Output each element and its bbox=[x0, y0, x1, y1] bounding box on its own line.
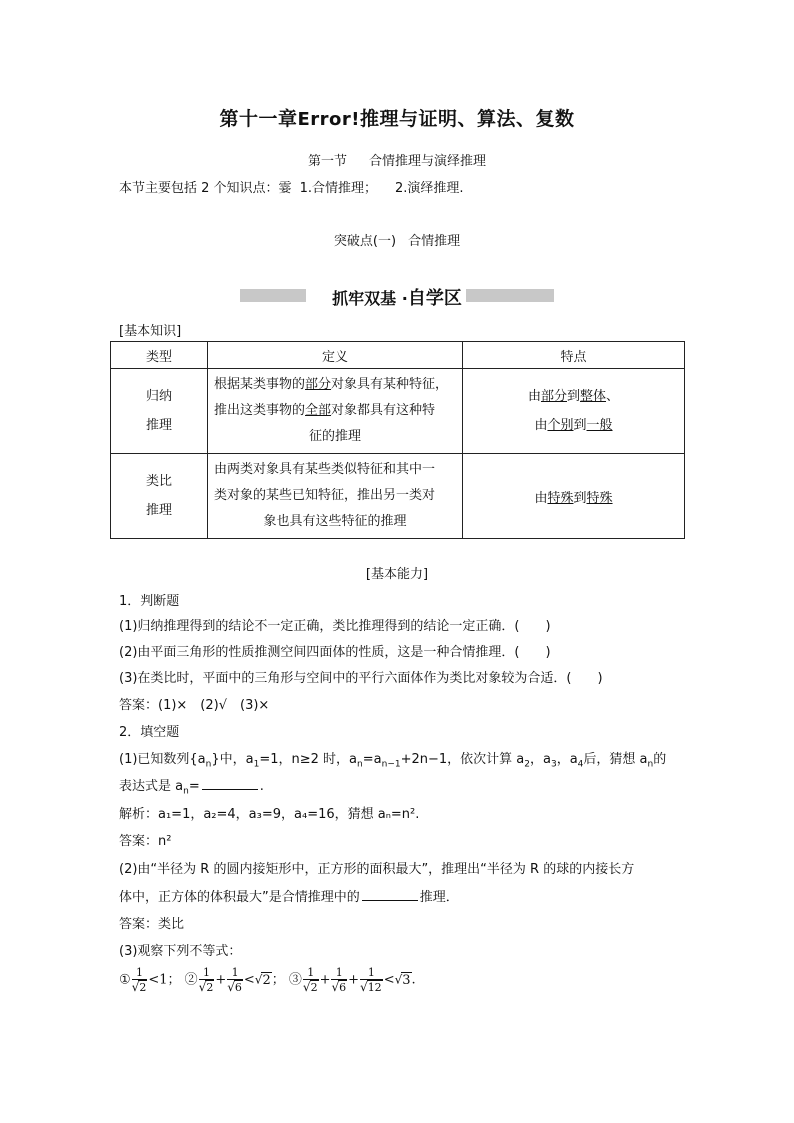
table-header-feature: 特点 bbox=[463, 342, 685, 369]
text: = bbox=[188, 779, 200, 794]
feature-cell bbox=[463, 454, 685, 539]
basic-knowledge-label: [基本知识] bbox=[119, 324, 182, 339]
numerator: 1 bbox=[331, 966, 347, 980]
banner bbox=[0, 284, 794, 310]
plus: + bbox=[215, 972, 227, 988]
text: . bbox=[259, 779, 264, 794]
def-text: 象也具有这些特征的推理 bbox=[263, 514, 407, 529]
intro-item-1: 1.合情推理； bbox=[299, 181, 377, 196]
numerator: 1 bbox=[199, 966, 215, 980]
intro-line bbox=[119, 177, 464, 196]
title-prefix: 第十一章 bbox=[219, 108, 298, 130]
feat-text: 到 bbox=[566, 389, 580, 404]
text: }中，a bbox=[211, 752, 254, 767]
radicand: 6 bbox=[234, 981, 242, 994]
breakpoint-name: 合情推理 bbox=[408, 234, 461, 249]
section-title bbox=[0, 150, 794, 169]
feat-text: 由 bbox=[534, 418, 548, 433]
feat-underline: 整体 bbox=[580, 389, 607, 404]
q1-item-3: (3)在类比时，平面中的三角形与空间中的平行六面体作为类比对象较为合适．( ) bbox=[119, 671, 603, 686]
radicand: 2 bbox=[310, 981, 318, 994]
lt: < bbox=[243, 972, 255, 988]
type-cell bbox=[111, 454, 208, 539]
numerator: 1 bbox=[360, 966, 383, 980]
denominator: √2 bbox=[131, 980, 147, 994]
table-row bbox=[111, 454, 685, 539]
def-text: 由两类对象具有某些类似特征和其中一 bbox=[214, 462, 436, 477]
def-text: 类对象的某些已知特征，推出另一类对 bbox=[214, 488, 436, 503]
denominator: √6 bbox=[227, 980, 242, 994]
banner-big-text: 自学区 bbox=[407, 288, 462, 309]
text: 后，猜想 a bbox=[583, 752, 648, 767]
q2-p1-answer: 答案：n² bbox=[119, 834, 172, 849]
title-error: Error! bbox=[297, 109, 360, 130]
basic-ability-label: [基本能力] bbox=[365, 567, 429, 582]
breakpoint-label: 突破点(一) bbox=[333, 234, 397, 249]
text: =1，n≥2 时，a bbox=[259, 752, 358, 767]
section-number: 第一节 bbox=[307, 154, 347, 169]
answer-blank[interactable] bbox=[362, 888, 418, 901]
sep: ； bbox=[271, 972, 285, 988]
numerator: 1 bbox=[303, 966, 319, 980]
fraction bbox=[199, 966, 215, 994]
radicand: 2 bbox=[262, 972, 271, 988]
table-header-definition: 定义 bbox=[208, 342, 463, 369]
circled-3: ③ bbox=[288, 972, 302, 988]
plus: + bbox=[319, 972, 331, 988]
feat-underline: 个别 bbox=[547, 418, 574, 433]
feat-text: 到 bbox=[573, 490, 587, 506]
knowledge-table bbox=[110, 341, 685, 539]
q1-item-1: (1)归纳推理得到的结论不一定正确，类比推理得到的结论一定正确．( ) bbox=[119, 619, 551, 634]
text: (1)已知数列{a bbox=[119, 752, 206, 767]
period: . bbox=[411, 972, 416, 988]
feat-text: 到 bbox=[573, 418, 587, 433]
def-text: 对象都具有这种特 bbox=[331, 403, 436, 418]
plus: + bbox=[348, 972, 360, 988]
inequalities-line: ① $\frac{1}{√2}$ <1； ② $\frac{1}{√2}$ + $\frac{1}{√6}$ <√2； ③ $\frac{1}{√2}$ + $\frac{1}{√6}$ + $\frac{1}{√12}$ <√3. bbox=[119, 966, 416, 994]
denominator: √6 bbox=[331, 980, 347, 994]
fraction bbox=[227, 966, 243, 994]
text: +2n−1，依次计算 a bbox=[400, 752, 525, 767]
definition-cell bbox=[208, 369, 463, 454]
circled-2: ② bbox=[184, 972, 198, 988]
radicand: 2 bbox=[206, 981, 214, 994]
feat-underline: 部分 bbox=[540, 389, 567, 404]
feat-text: 由 bbox=[534, 490, 548, 506]
radicand: 12 bbox=[367, 981, 382, 994]
table-header-type: 类型 bbox=[111, 342, 208, 369]
text: 推理． bbox=[419, 890, 459, 905]
text: 的 bbox=[653, 752, 667, 767]
rhs: 1 bbox=[159, 972, 168, 988]
q1-heading: 1．判断题 bbox=[119, 594, 180, 609]
def-text: 根据某类事物的 bbox=[214, 377, 306, 392]
feat-text: 、 bbox=[606, 389, 620, 404]
type-line: 推理 bbox=[145, 418, 172, 433]
feat-text: 由 bbox=[527, 389, 541, 404]
q1-item-2: (2)由平面三角形的性质推测空间四面体的性质，这是一种合情推理．( ) bbox=[119, 645, 551, 660]
q2-p3-line1: (3)观察下列不等式： bbox=[119, 944, 242, 959]
section-name: 合情推理与演绎推理 bbox=[369, 154, 487, 169]
q2-p1-analysis: 解析：a₁=1，a₂=4，a₃=9，a₄=16，猜想 aₙ=n². bbox=[119, 807, 420, 822]
denominator: √2 bbox=[302, 980, 318, 994]
intro-item-2: 2.演绎推理. bbox=[394, 181, 464, 196]
radicand: 6 bbox=[339, 981, 347, 994]
feat-underline: 特殊 bbox=[586, 490, 613, 506]
def-text: 对象具有某种特征， bbox=[331, 377, 449, 392]
numerator: 1 bbox=[132, 966, 148, 980]
banner-text: 抓牢双基 · bbox=[332, 289, 408, 308]
table-header-row bbox=[111, 342, 685, 369]
lt: < bbox=[148, 972, 160, 988]
feat-underline: 一般 bbox=[586, 418, 613, 433]
fraction bbox=[331, 966, 347, 994]
fraction bbox=[360, 966, 383, 994]
text: 表达式是 a bbox=[119, 779, 184, 794]
table-row bbox=[111, 369, 685, 454]
def-text: 推出这类事物的 bbox=[214, 403, 306, 418]
breakpoint-heading bbox=[0, 230, 794, 249]
intro-icon: 霎 bbox=[278, 181, 292, 196]
text: ，a bbox=[556, 752, 578, 767]
radicand: 3 bbox=[402, 972, 411, 988]
q2-heading: 2．填空题 bbox=[119, 725, 180, 740]
text: 体中，正方体的体积最大”是合情推理中的 bbox=[119, 890, 360, 905]
denominator: √12 bbox=[360, 980, 382, 994]
q2-p2-answer: 答案：类比 bbox=[119, 917, 185, 932]
lt: < bbox=[383, 972, 395, 988]
q1-answer: 答案：(1)× (2)√ (3)× bbox=[119, 698, 270, 713]
q2-p1-line1: (1)已知数列$\{a_n\}$中，$a_1=1$，n≥2 时，$a_n=a_{n-1}+2n-1$，依次计算 $a_2$，$a_3$，$a_4$后，猜想 $a_n$的 bbox=[119, 752, 667, 770]
type-cell bbox=[111, 369, 208, 454]
type-line: 归纳 bbox=[145, 389, 172, 404]
text: ，a bbox=[530, 752, 551, 767]
q2-p2-line2 bbox=[119, 886, 459, 905]
def-underline: 全部 bbox=[305, 403, 332, 418]
type-line: 推理 bbox=[145, 503, 172, 518]
intro-text: 本节主要包括 2 个知识点： bbox=[119, 181, 279, 196]
feat-underline: 特殊 bbox=[547, 490, 574, 506]
feature-cell bbox=[463, 369, 685, 454]
sep: ； bbox=[167, 972, 181, 988]
radicand: 2 bbox=[139, 981, 147, 994]
q2-p2-line1: (2)由“半径为 R 的圆内接矩形中，正方形的面积最大”，推理出“半径为 R 的球的内接长方 bbox=[119, 862, 635, 877]
circled-1: ① bbox=[119, 972, 131, 988]
denominator: √2 bbox=[198, 980, 214, 994]
title-suffix: 推理与证明、算法、复数 bbox=[360, 108, 575, 130]
numerator: 1 bbox=[227, 966, 243, 980]
chapter-title bbox=[0, 104, 794, 131]
fraction bbox=[303, 966, 319, 994]
q2-p1-line2: 表达式是 $a_n=$ . bbox=[119, 779, 264, 797]
type-line: 类比 bbox=[145, 474, 172, 489]
def-text: 征的推理 bbox=[308, 429, 361, 444]
definition-cell bbox=[208, 454, 463, 539]
def-underline: 部分 bbox=[305, 377, 332, 392]
fraction bbox=[132, 966, 148, 994]
text: =a bbox=[362, 752, 382, 767]
answer-blank[interactable] bbox=[202, 777, 258, 790]
